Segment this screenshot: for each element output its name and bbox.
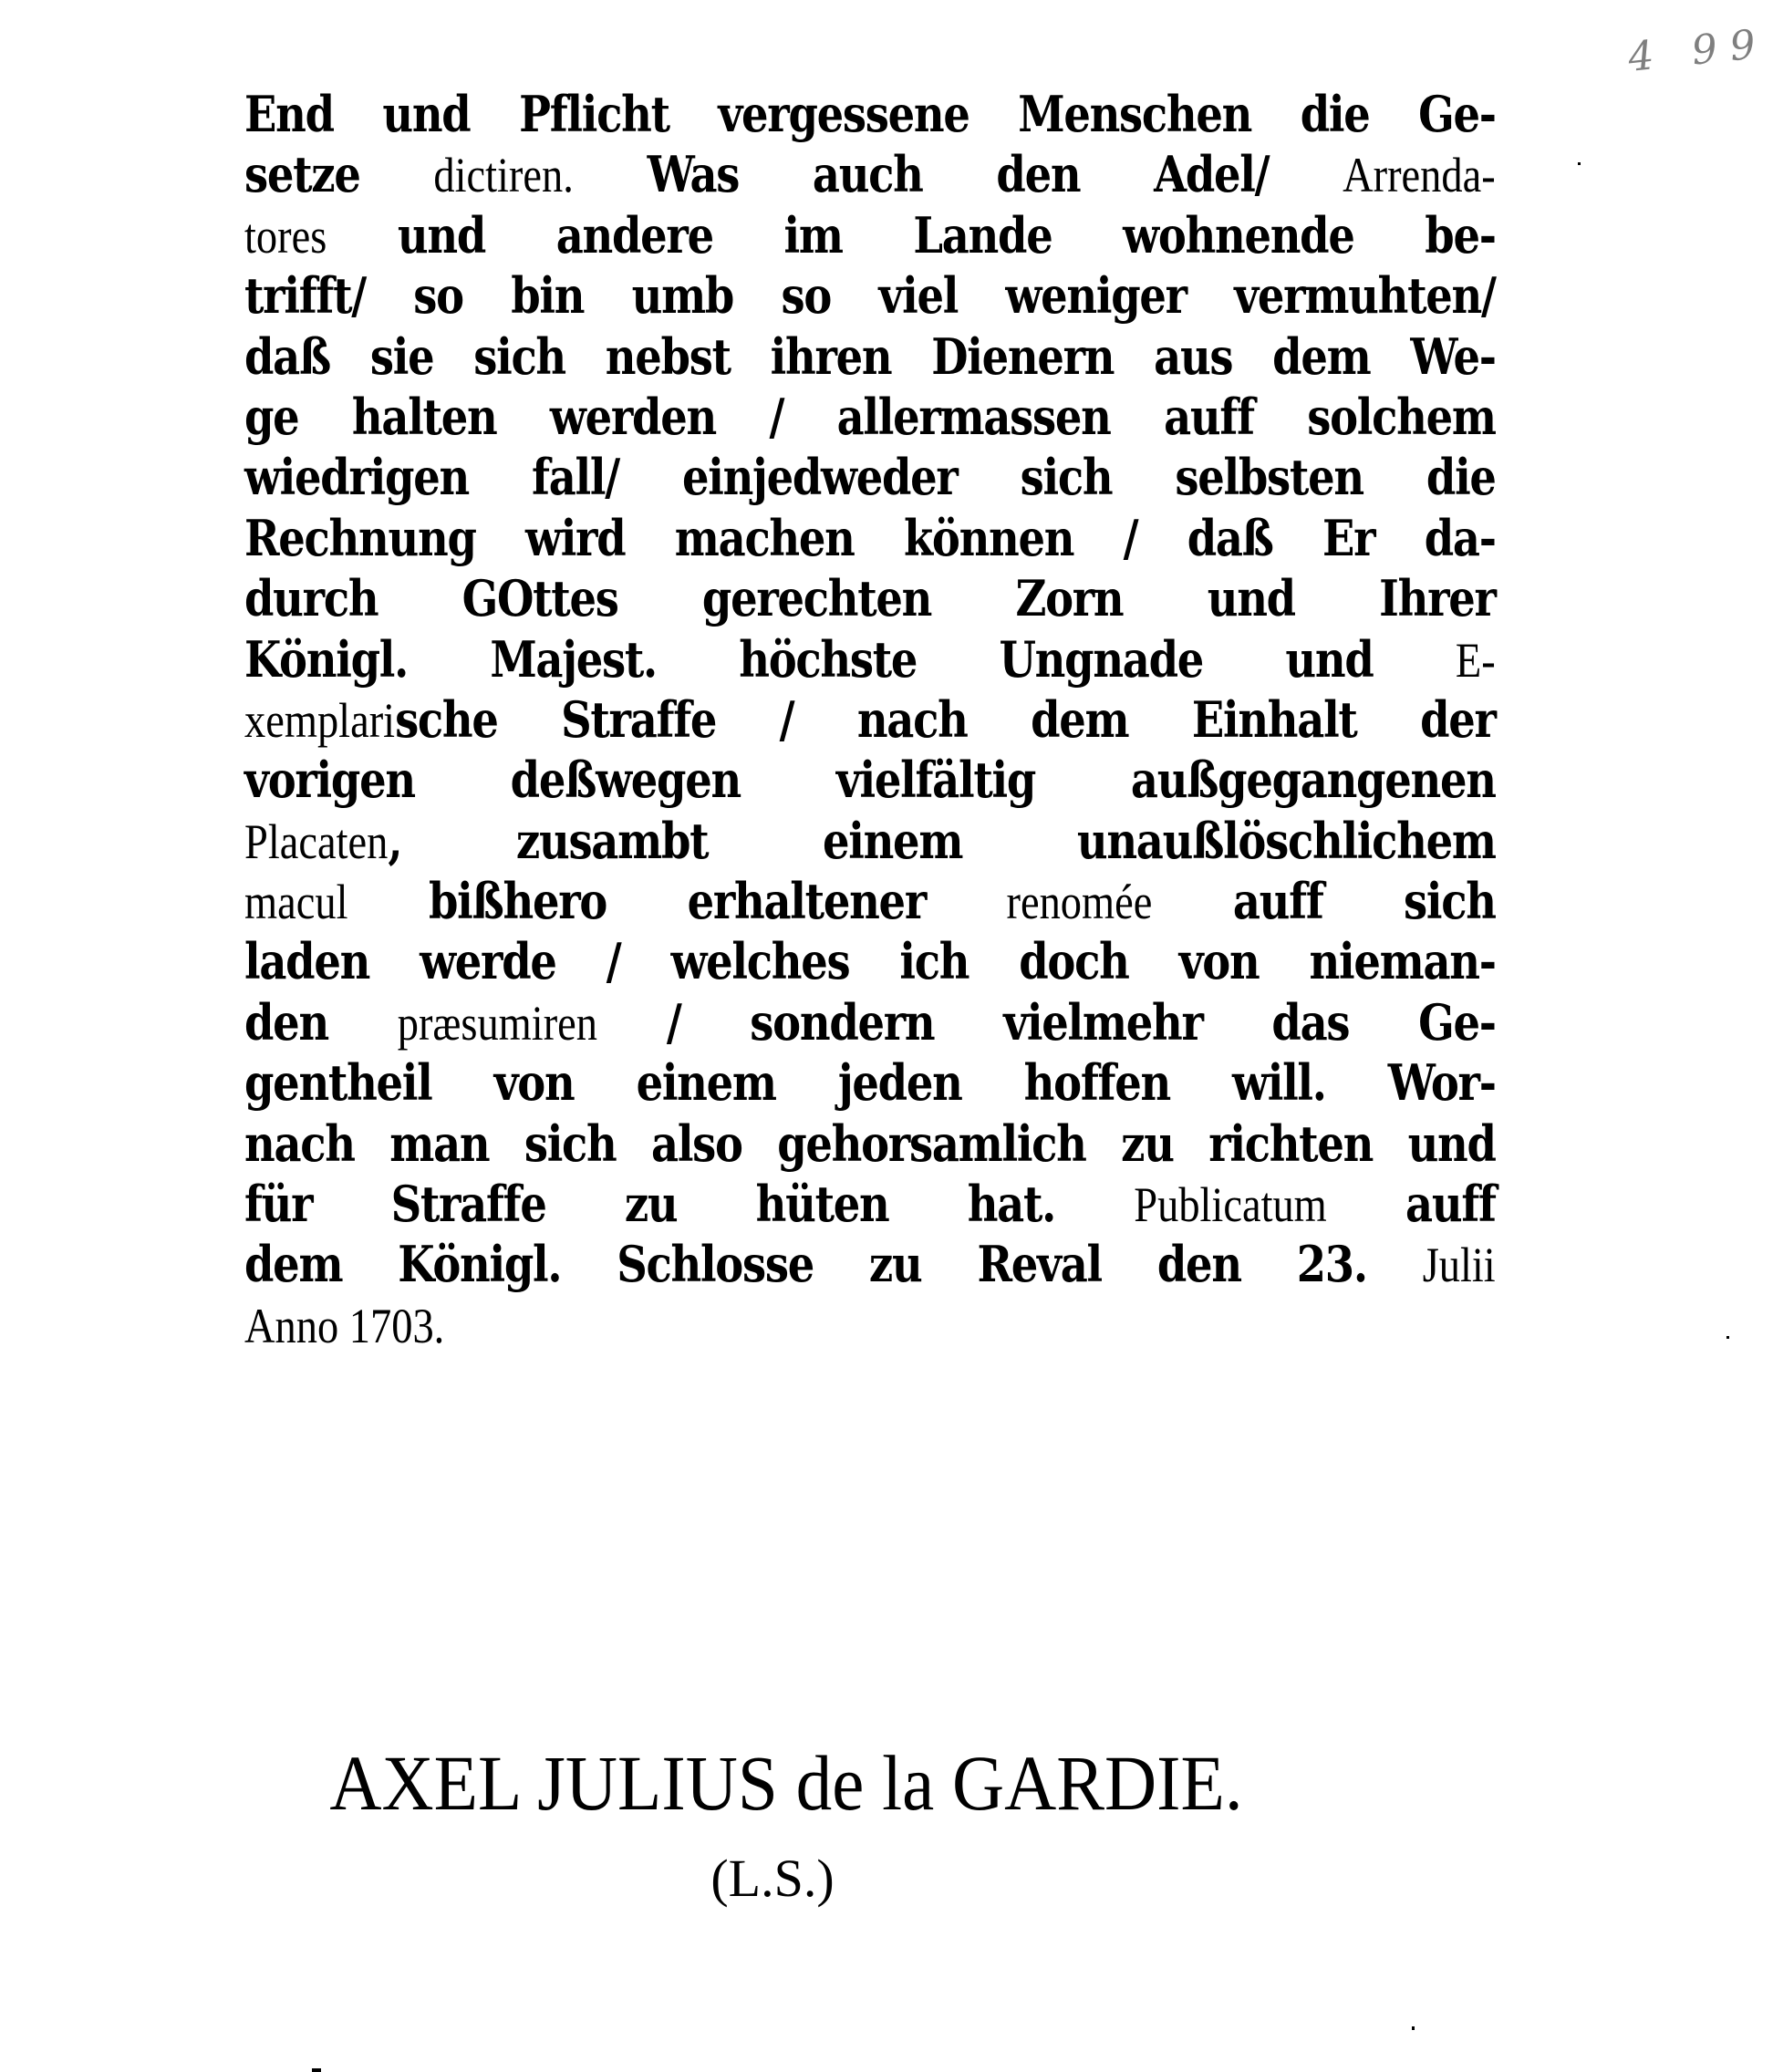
fraktur-text: sche Straffe / nach dem Einhalt der [395,689,1496,749]
fraktur-text: Königl. Majest. höchste Ungnade und [244,629,1456,689]
fraktur-text: ge halten werden / allermassen auff solchem [244,387,1496,446]
fraktur-text: dem Königl. Schlosse zu Reval den 23. [244,1235,1423,1294]
text-line [244,508,1496,568]
antiqua-text: macul [244,875,348,930]
fraktur-text: durch GOttes gerechten Zorn und Ihrer [244,569,1496,628]
fraktur-text: nach man sich also gehorsamlich zu richten und [244,1114,1496,1173]
text-line [244,387,1496,447]
fraktur-text: gentheil von einem jeden hoffen will. Wor- [244,1053,1496,1113]
antiqua-text: dictiren. [433,148,574,203]
fraktur-text: den [244,992,398,1052]
text-line [244,750,1496,810]
date-line [244,1295,1496,1355]
scan-speck [1412,2026,1415,2030]
antiqua-text: Julii [1422,1238,1496,1293]
fraktur-text: bißhero erhaltener [347,872,1007,931]
fraktur-text: und andere im Lande wohnende be- [327,205,1496,264]
text-line [244,1174,1496,1234]
text-line [244,326,1496,387]
fraktur-text: setze [244,145,434,204]
fraktur-text: auff sich [1152,872,1496,931]
antiqua-text: tores [244,208,327,264]
proclamation-body [244,84,1496,1355]
handwritten-page-number: 4 99 [1625,20,1771,81]
antiqua-text: Placaten [244,813,389,869]
fraktur-text: wiedrigen fall/ einjedweder sich selbsten die [244,448,1496,507]
text-line [244,84,1496,144]
fraktur-text: trifft/ so bin umb so viel weniger vermuhten/ [244,266,1496,326]
antiqua-text: præsumiren [397,995,598,1051]
text-line [244,689,1496,750]
text-line [244,568,1496,628]
fraktur-text: vorigen deßwegen vielfältig außgegangenen [244,751,1496,810]
antiqua-text: Anno 1703. [244,1298,445,1353]
text-line [244,931,1496,991]
scan-speck [312,2068,321,2072]
fraktur-text: End und Pflicht vergessene Menschen die Ge- [244,85,1496,143]
antiqua-text: Publicatum [1134,1177,1327,1233]
text-line [244,265,1496,326]
text-line [244,811,1496,871]
fraktur-text: Was auch den Adel/ [573,145,1343,204]
seal-mark: (L.S.) [710,1849,835,1908]
text-line [244,992,1496,1052]
fraktur-text: auff [1326,1175,1496,1234]
signature: AXEL JULIUS de la GARDIE. [329,1739,1243,1827]
fraktur-text: für Straffe zu hüten hat. [244,1175,1135,1234]
text-line [244,871,1496,931]
antiqua-text: Arrenda- [1343,148,1496,203]
text-line [244,629,1496,689]
text-line [244,1114,1496,1174]
fraktur-text: / sondern vielmehr das Ge- [597,992,1496,1052]
fraktur-text: laden werde / welches ich doch von nieman- [244,932,1496,991]
scan-speck [1578,162,1581,165]
fraktur-text: daß sie sich nebst ihren Dienern aus dem We- [244,326,1496,386]
fraktur-text: Rechnung wird machen können / daß Er da- [244,508,1496,567]
antiqua-text: renomée [1006,875,1153,930]
fraktur-text: , zusambt einem unaußlöschlichem [388,811,1496,870]
text-line [244,447,1496,507]
antiqua-text: xemplari [244,692,396,748]
text-line [244,1234,1496,1294]
scan-speck [1726,1336,1729,1339]
text-line [244,144,1496,204]
text-line [244,1052,1496,1113]
antiqua-text: E- [1455,632,1496,688]
text-line [244,205,1496,265]
